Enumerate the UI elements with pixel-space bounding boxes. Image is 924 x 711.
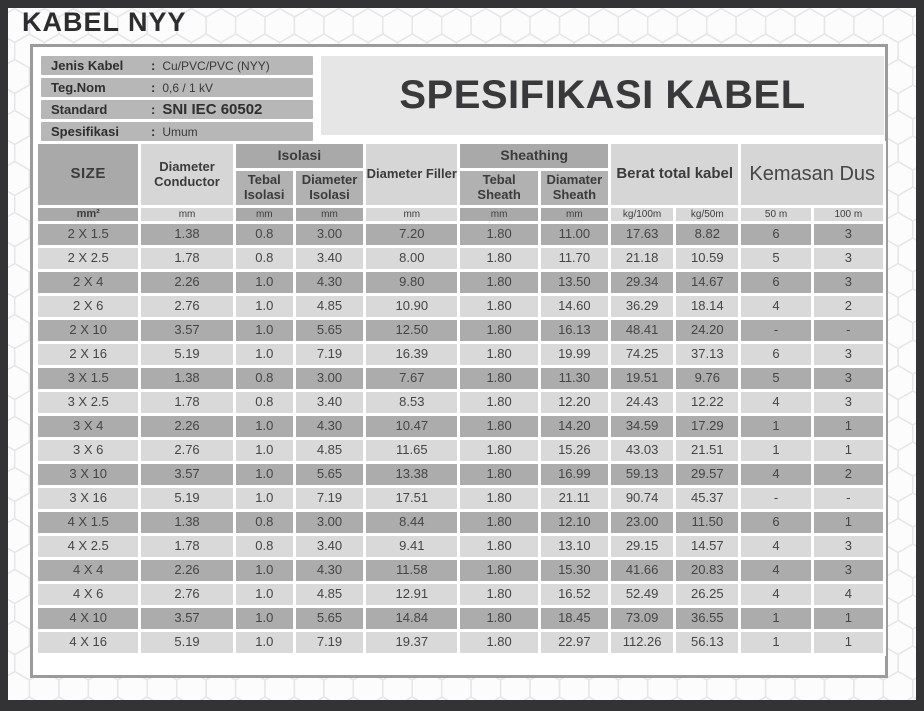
table-row <box>38 392 883 413</box>
value-cell: 4.30 <box>296 272 363 293</box>
table-row <box>38 416 883 437</box>
value-cell: 21.18 <box>611 248 673 269</box>
size-cell: 2 X 2.5 <box>38 248 138 269</box>
info-separator: : <box>151 80 156 95</box>
value-cell: 2.26 <box>141 560 232 581</box>
info-row-teg-nom <box>41 78 313 97</box>
value-cell: 1 <box>814 440 883 461</box>
value-cell: 36.55 <box>676 608 738 629</box>
size-cell: 4 X 16 <box>38 632 138 653</box>
value-cell: 4 <box>741 296 810 317</box>
col-header-diameter-conductor: Diameter Conductor <box>141 144 232 205</box>
unit-cell: mm <box>236 208 293 221</box>
value-cell: 4 <box>741 464 810 485</box>
spec-table-header <box>38 144 883 221</box>
value-cell: 16.99 <box>541 464 608 485</box>
unit-cell: mm² <box>38 208 138 221</box>
value-cell: 3.00 <box>296 224 363 245</box>
col-header-tebal-sheath: Tebal Sheath <box>460 171 537 205</box>
value-cell: 11.30 <box>541 368 608 389</box>
value-cell: 6 <box>741 272 810 293</box>
value-cell: 3.40 <box>296 536 363 557</box>
value-cell: - <box>814 488 883 509</box>
value-cell: 3 <box>814 272 883 293</box>
value-cell: 18.14 <box>676 296 738 317</box>
value-cell: 5 <box>741 368 810 389</box>
table-row <box>38 464 883 485</box>
size-cell: 4 X 4 <box>38 560 138 581</box>
value-cell: 0.8 <box>236 248 293 269</box>
value-cell: 7.67 <box>366 368 457 389</box>
value-cell: 1.80 <box>460 344 537 365</box>
unit-cell: 100 m <box>814 208 883 221</box>
value-cell: 12.50 <box>366 320 457 341</box>
value-cell: 3.57 <box>141 464 232 485</box>
size-cell: 3 X 4 <box>38 416 138 437</box>
table-row <box>38 608 883 629</box>
size-cell: 4 X 10 <box>38 608 138 629</box>
size-cell: 2 X 4 <box>38 272 138 293</box>
value-cell: 36.29 <box>611 296 673 317</box>
value-cell: 1.0 <box>236 632 293 653</box>
value-cell: 1.38 <box>141 224 232 245</box>
value-cell: 1.80 <box>460 296 537 317</box>
col-header-size: SIZE <box>38 144 138 205</box>
value-cell: 1.80 <box>460 560 537 581</box>
value-cell: 56.13 <box>676 632 738 653</box>
value-cell: 1.0 <box>236 272 293 293</box>
value-cell: 17.29 <box>676 416 738 437</box>
unit-cell: mm <box>460 208 537 221</box>
value-cell: 7.19 <box>296 344 363 365</box>
col-group-sheathing: Sheathing <box>460 144 608 168</box>
value-cell: 11.00 <box>541 224 608 245</box>
value-cell: 4.85 <box>296 584 363 605</box>
value-cell: 9.76 <box>676 368 738 389</box>
value-cell: 3 <box>814 224 883 245</box>
value-cell: 4 <box>741 536 810 557</box>
value-cell: 3.00 <box>296 368 363 389</box>
value-cell: 2.76 <box>141 440 232 461</box>
size-cell: 3 X 16 <box>38 488 138 509</box>
value-cell: 29.57 <box>676 464 738 485</box>
main-heading-panel <box>321 56 884 135</box>
value-cell: 1.80 <box>460 272 537 293</box>
col-group-kemasan-dus: Kemasan Dus <box>741 144 883 205</box>
info-label: Teg.Nom <box>51 80 106 95</box>
value-cell: 19.51 <box>611 368 673 389</box>
value-cell: 14.20 <box>541 416 608 437</box>
value-cell: 5.65 <box>296 608 363 629</box>
value-cell: 3 <box>814 392 883 413</box>
value-cell: 12.91 <box>366 584 457 605</box>
value-cell: 4.85 <box>296 296 363 317</box>
value-cell: 3.40 <box>296 248 363 269</box>
value-cell: 29.34 <box>611 272 673 293</box>
unit-cell: mm <box>366 208 457 221</box>
value-cell: 74.25 <box>611 344 673 365</box>
value-cell: 17.51 <box>366 488 457 509</box>
value-cell: 11.65 <box>366 440 457 461</box>
value-cell: 3 <box>814 560 883 581</box>
value-cell: 1.80 <box>460 464 537 485</box>
info-separator: : <box>151 124 156 139</box>
value-cell: 3.57 <box>141 608 232 629</box>
table-row <box>38 272 883 293</box>
value-cell: 14.84 <box>366 608 457 629</box>
info-value: SNI IEC 60502 <box>162 101 263 118</box>
value-cell: 1 <box>814 608 883 629</box>
value-cell: 19.37 <box>366 632 457 653</box>
unit-cell: mm <box>296 208 363 221</box>
value-cell: 1.80 <box>460 368 537 389</box>
table-row <box>38 536 883 557</box>
value-cell: 1.0 <box>236 440 293 461</box>
value-cell: 15.30 <box>541 560 608 581</box>
value-cell: 23.00 <box>611 512 673 533</box>
value-cell: 73.09 <box>611 608 673 629</box>
value-cell: 1 <box>814 632 883 653</box>
value-cell: 1.80 <box>460 488 537 509</box>
value-cell: 20.83 <box>676 560 738 581</box>
table-row <box>38 224 883 245</box>
value-cell: - <box>741 320 810 341</box>
table-row <box>38 440 883 461</box>
value-cell: 21.51 <box>676 440 738 461</box>
value-cell: 1.0 <box>236 296 293 317</box>
size-cell: 3 X 10 <box>38 464 138 485</box>
value-cell: 1 <box>814 416 883 437</box>
value-cell: 7.20 <box>366 224 457 245</box>
value-cell: 5 <box>741 248 810 269</box>
value-cell: 5.65 <box>296 320 363 341</box>
value-cell: 9.80 <box>366 272 457 293</box>
value-cell: 45.37 <box>676 488 738 509</box>
value-cell: 4.30 <box>296 416 363 437</box>
col-header-tebal-isolasi: Tebal Isolasi <box>236 171 293 205</box>
value-cell: 16.39 <box>366 344 457 365</box>
value-cell: 3.00 <box>296 512 363 533</box>
table-row <box>38 560 883 581</box>
spec-table <box>35 141 886 656</box>
value-cell: 2.26 <box>141 272 232 293</box>
value-cell: 5.19 <box>141 632 232 653</box>
col-group-berat-total-kabel: Berat total kabel <box>611 144 738 205</box>
value-cell: 6 <box>741 224 810 245</box>
value-cell: 4.30 <box>296 560 363 581</box>
value-cell: 1.80 <box>460 416 537 437</box>
value-cell: 3.57 <box>141 320 232 341</box>
value-cell: 0.8 <box>236 536 293 557</box>
value-cell: 1.80 <box>460 440 537 461</box>
value-cell: 3 <box>814 344 883 365</box>
value-cell: 22.97 <box>541 632 608 653</box>
value-cell: 13.38 <box>366 464 457 485</box>
unit-cell: mm <box>141 208 232 221</box>
size-cell: 2 X 6 <box>38 296 138 317</box>
info-label: Standard <box>51 102 108 117</box>
value-cell: 0.8 <box>236 512 293 533</box>
value-cell: 1.38 <box>141 512 232 533</box>
info-row-spesifikasi <box>41 122 313 141</box>
col-header-diameter-isolasi: Diameter Isolasi <box>296 171 363 205</box>
value-cell: 1.38 <box>141 368 232 389</box>
col-header-diamater-sheath: Diamater Sheath <box>541 171 608 205</box>
unit-cell: kg/100m <box>611 208 673 221</box>
value-cell: 2 <box>814 296 883 317</box>
value-cell: 52.49 <box>611 584 673 605</box>
info-separator: : <box>151 102 156 117</box>
value-cell: 37.13 <box>676 344 738 365</box>
value-cell: 43.03 <box>611 440 673 461</box>
value-cell: 29.15 <box>611 536 673 557</box>
info-panel <box>41 56 313 144</box>
size-cell: 4 X 1.5 <box>38 512 138 533</box>
value-cell: 1.80 <box>460 224 537 245</box>
table-row <box>38 368 883 389</box>
value-cell: 2.76 <box>141 296 232 317</box>
value-cell: 21.11 <box>541 488 608 509</box>
value-cell: 1 <box>741 440 810 461</box>
value-cell: 12.10 <box>541 512 608 533</box>
info-label: Jenis Kabel <box>51 58 124 73</box>
value-cell: 24.20 <box>676 320 738 341</box>
size-cell: 4 X 6 <box>38 584 138 605</box>
value-cell: 1.80 <box>460 536 537 557</box>
value-cell: 17.63 <box>611 224 673 245</box>
value-cell: 3.40 <box>296 392 363 413</box>
value-cell: 5.19 <box>141 344 232 365</box>
value-cell: 11.58 <box>366 560 457 581</box>
value-cell: 4 <box>741 584 810 605</box>
value-cell: 1.80 <box>460 392 537 413</box>
info-value: 0,6 / 1 kV <box>162 80 214 95</box>
value-cell: 26.25 <box>676 584 738 605</box>
value-cell: 12.22 <box>676 392 738 413</box>
unit-row <box>38 208 883 221</box>
value-cell: 0.8 <box>236 392 293 413</box>
unit-cell: kg/50m <box>676 208 738 221</box>
value-cell: 11.50 <box>676 512 738 533</box>
value-cell: 1 <box>741 416 810 437</box>
value-cell: 1 <box>814 512 883 533</box>
value-cell: 0.8 <box>236 224 293 245</box>
value-cell: 4.85 <box>296 440 363 461</box>
table-row <box>38 296 883 317</box>
spec-table-body <box>38 224 883 653</box>
value-cell: 24.43 <box>611 392 673 413</box>
info-label: Spesifikasi <box>51 124 119 139</box>
value-cell: 13.50 <box>541 272 608 293</box>
value-cell: 16.13 <box>541 320 608 341</box>
value-cell: 2.26 <box>141 416 232 437</box>
value-cell: 13.10 <box>541 536 608 557</box>
unit-cell: mm <box>541 208 608 221</box>
info-value: Umum <box>162 124 198 139</box>
value-cell: 1.0 <box>236 608 293 629</box>
value-cell: 8.53 <box>366 392 457 413</box>
value-cell: 8.00 <box>366 248 457 269</box>
value-cell: 1.0 <box>236 320 293 341</box>
value-cell: 5.19 <box>141 488 232 509</box>
value-cell: 1.80 <box>460 248 537 269</box>
value-cell: 1.80 <box>460 632 537 653</box>
table-row <box>38 320 883 341</box>
value-cell: 4 <box>814 584 883 605</box>
col-header-diameter-filler: Diameter Filler <box>366 144 457 205</box>
value-cell: 8.44 <box>366 512 457 533</box>
value-cell: 10.90 <box>366 296 457 317</box>
value-cell: 34.59 <box>611 416 673 437</box>
size-cell: 2 X 16 <box>38 344 138 365</box>
table-row <box>38 512 883 533</box>
value-cell: 1.80 <box>460 512 537 533</box>
table-row <box>38 344 883 365</box>
value-cell: 8.82 <box>676 224 738 245</box>
table-row <box>38 248 883 269</box>
value-cell: 1.80 <box>460 584 537 605</box>
value-cell: 1.0 <box>236 560 293 581</box>
value-cell: - <box>741 488 810 509</box>
size-cell: 2 X 10 <box>38 320 138 341</box>
table-row <box>38 584 883 605</box>
main-heading: SPESIFIKASI KABEL <box>399 73 806 117</box>
size-cell: 3 X 1.5 <box>38 368 138 389</box>
unit-cell: 50 m <box>741 208 810 221</box>
value-cell: 1.80 <box>460 320 537 341</box>
value-cell: 90.74 <box>611 488 673 509</box>
size-cell: 3 X 6 <box>38 440 138 461</box>
value-cell: 41.66 <box>611 560 673 581</box>
value-cell: 0.8 <box>236 368 293 389</box>
value-cell: 3 <box>814 368 883 389</box>
value-cell: 59.13 <box>611 464 673 485</box>
value-cell: 1.0 <box>236 464 293 485</box>
page-title: KABEL NYY <box>22 7 187 37</box>
content-box <box>30 44 888 678</box>
value-cell: 48.41 <box>611 320 673 341</box>
size-cell: 2 X 1.5 <box>38 224 138 245</box>
value-cell: 19.99 <box>541 344 608 365</box>
value-cell: 112.26 <box>611 632 673 653</box>
value-cell: 1.0 <box>236 584 293 605</box>
value-cell: 14.57 <box>676 536 738 557</box>
value-cell: 7.19 <box>296 488 363 509</box>
value-cell: 1.0 <box>236 416 293 437</box>
size-cell: 3 X 2.5 <box>38 392 138 413</box>
value-cell: 14.67 <box>676 272 738 293</box>
value-cell: 1.0 <box>236 344 293 365</box>
value-cell: 4 <box>741 392 810 413</box>
value-cell: 6 <box>741 512 810 533</box>
value-cell: 15.26 <box>541 440 608 461</box>
value-cell: 4 <box>741 560 810 581</box>
table-row <box>38 488 883 509</box>
value-cell: 3 <box>814 248 883 269</box>
value-cell: 1.0 <box>236 488 293 509</box>
value-cell: - <box>814 320 883 341</box>
value-cell: 2.76 <box>141 584 232 605</box>
value-cell: 1.78 <box>141 248 232 269</box>
info-value: Cu/PVC/PVC (NYY) <box>162 58 270 73</box>
value-cell: 10.59 <box>676 248 738 269</box>
value-cell: 2 <box>814 464 883 485</box>
value-cell: 1 <box>741 608 810 629</box>
value-cell: 6 <box>741 344 810 365</box>
info-row-jenis-kabel <box>41 56 313 75</box>
value-cell: 1 <box>741 632 810 653</box>
info-separator: : <box>151 58 156 73</box>
value-cell: 1.78 <box>141 392 232 413</box>
value-cell: 5.65 <box>296 464 363 485</box>
value-cell: 11.70 <box>541 248 608 269</box>
value-cell: 1.80 <box>460 608 537 629</box>
value-cell: 3 <box>814 536 883 557</box>
size-cell: 4 X 2.5 <box>38 536 138 557</box>
value-cell: 14.60 <box>541 296 608 317</box>
value-cell: 16.52 <box>541 584 608 605</box>
value-cell: 10.47 <box>366 416 457 437</box>
value-cell: 7.19 <box>296 632 363 653</box>
info-row-standard <box>41 100 313 119</box>
value-cell: 9.41 <box>366 536 457 557</box>
value-cell: 12.20 <box>541 392 608 413</box>
col-group-isolasi: Isolasi <box>236 144 363 168</box>
table-row <box>38 632 883 653</box>
value-cell: 1.78 <box>141 536 232 557</box>
value-cell: 18.45 <box>541 608 608 629</box>
